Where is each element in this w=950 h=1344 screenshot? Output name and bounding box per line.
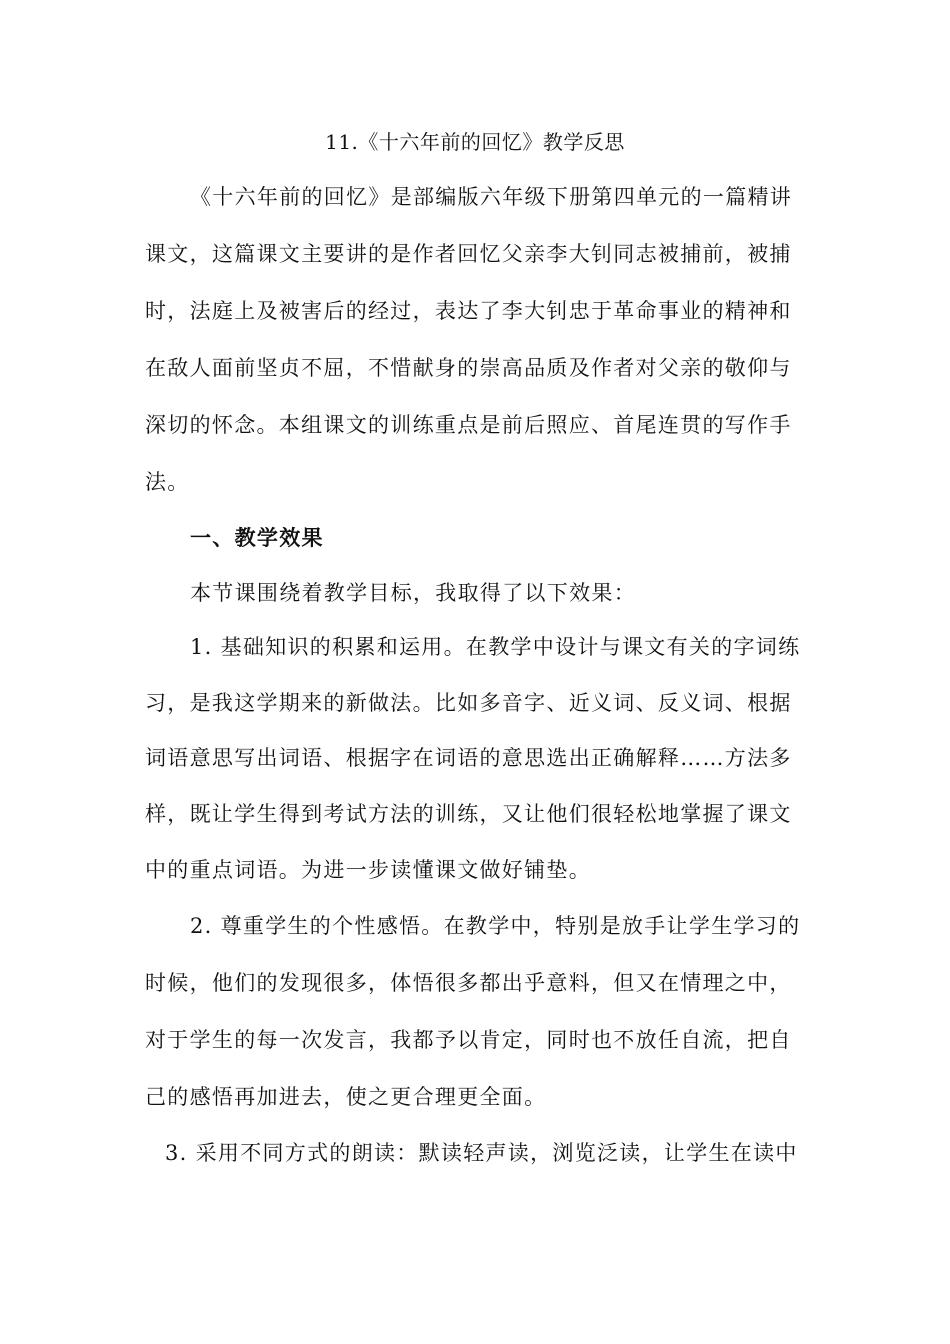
- summary-line: 本节课围绕着教学目标，我取得了以下效果：: [190, 581, 636, 605]
- document-title: 11.《十六年前的回忆》教学反思: [325, 130, 625, 154]
- intro-line: 时，法庭上及被害后的经过，表达了李大钊忠于革命事业的精神和: [145, 299, 792, 323]
- intro-line: 课文，这篇课文主要讲的是作者回忆父亲李大钊同志被捕前，被捕: [145, 242, 792, 266]
- point1-line: 样，既让学生得到考试方法的训练，又让他们很轻松地掌握了课文: [145, 802, 792, 826]
- section-heading: 一、教学效果: [190, 526, 324, 550]
- point2-line: 时候，他们的发现很多，体悟很多都出乎意料，但又在情理之中，: [145, 971, 792, 995]
- point1-line: 1. 基础知识的积累和运用。在教学中设计与课文有关的字词练: [190, 635, 801, 659]
- point2-line: 2. 尊重学生的个性感悟。在教学中，特别是放手让学生学习的: [190, 914, 801, 938]
- intro-line: 深切的怀念。本组课文的训练重点是前后照应、首尾连贯的写作手: [145, 413, 792, 437]
- point2-line: 己的感悟再加进去，使之更合理更全面。: [145, 1085, 547, 1109]
- point3-line: 3. 采用不同方式的朗读：默读轻声读，浏览泛读，让学生在读中: [165, 1141, 798, 1165]
- point1-line: 词语意思写出词语、根据字在词语的意思选出正确解释……方法多: [145, 746, 792, 770]
- point2-line: 对于学生的每一次发言，我都予以肯定，同时也不放任自流，把自: [145, 1028, 792, 1052]
- intro-line: 在敌人面前坚贞不屈，不惜献身的崇高品质及作者对父亲的敬仰与: [145, 356, 792, 380]
- point1-line: 习，是我这学期来的新做法。比如多音字、近义词、反义词、根据: [145, 691, 792, 715]
- intro-line: 《十六年前的回忆》是部编版六年级下册第四单元的一篇精讲: [190, 185, 793, 209]
- intro-line: 法。: [145, 470, 190, 494]
- point1-line: 中的重点词语。为进一步读懂课文做好铺垫。: [145, 858, 591, 882]
